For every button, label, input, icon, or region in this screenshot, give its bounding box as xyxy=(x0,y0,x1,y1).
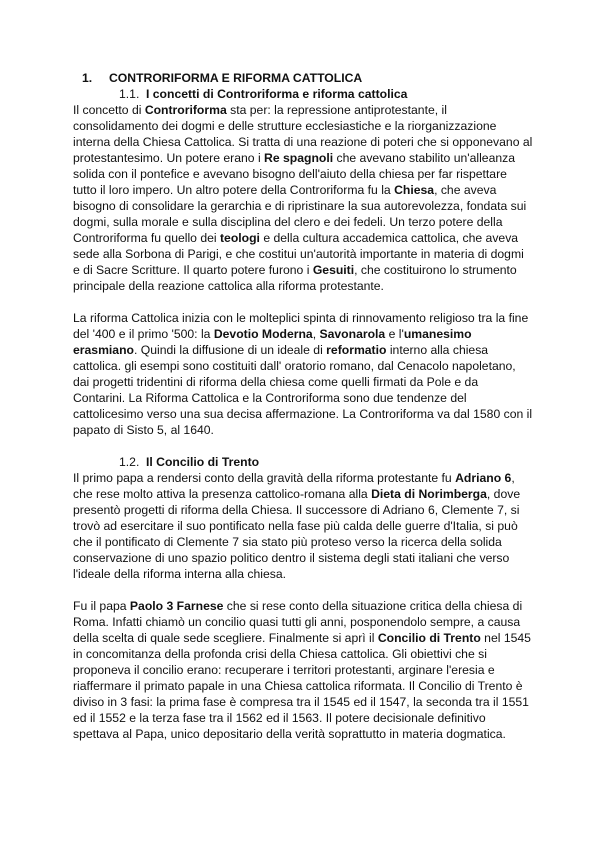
text-run: , dove presentò progetti di riforma della Chiesa. Il successore di Adriano 6, Clemente 7, si trovò ad esercitare il suo pontificato nella fase più calda delle guerre d'Italia, si può che il pontificato di Clemente 7 sia stato più proteso verso la ricerca della solida conservazione di uno spazio politico dentro il sistema degli stati italiani che verso l'ideale della riforma interna alla chiesa. xyxy=(73,487,521,581)
subsection-number: 1.2. xyxy=(119,455,140,469)
bold-term: Devotio Moderna xyxy=(213,327,313,341)
paragraph-adriano xyxy=(73,470,533,582)
bold-term: Controriforma xyxy=(144,103,227,117)
bold-term: teologi xyxy=(220,231,260,245)
bold-term: Re spagnoli xyxy=(264,151,334,165)
bold-term: Savonarola xyxy=(319,327,386,341)
text-run: e l' xyxy=(385,327,404,341)
subsection-title: I concetti di Controriforma e riforma cattolica xyxy=(146,87,408,101)
subsection-number: 1.1. xyxy=(119,87,140,101)
paragraph-riforma-cattolica xyxy=(73,310,533,438)
text-run: Il concetto di xyxy=(73,103,145,117)
bold-term: reformatio xyxy=(326,343,387,357)
paragraph-controriforma xyxy=(73,102,533,294)
bold-term: umanesimo erasmiano xyxy=(73,327,472,357)
text-run: che avevano stabilito un'alleanza solida con il pontefice e avevano bisogno dell'aiuto della chiesa per far rispettare tutto il loro impero. Un altro potere della Controriforma fu la xyxy=(73,151,516,197)
text-run: interno alla chiesa cattolica. gli esempi sono costituiti dall' oratorio romano, dal Cenacolo napoletano, dai progetti tridentini di riforma della chiesa come quelli firmati da Pole e da Contarini. La Riforma Cattolica e la Controriforma sono due tendenze del cattolicesimo verso una sua decisa affermazione. La Controriforma va dal 1580 con il papato di Sisto 5, al 1640. xyxy=(73,343,533,437)
text-run: Fu il papa xyxy=(73,599,130,613)
bold-term: Chiesa xyxy=(394,183,435,197)
section-number: 1. xyxy=(82,71,93,85)
text-run: , che aveva bisogno di consolidare la gerarchia e di ripristinare la sua autorevolezza, fondata sui dogmi, sulla morale e sulla disciplina del clero e dei fedeli. Un terzo potere della Controriforma fu quello dei xyxy=(73,183,527,245)
text-run: nel 1545 in concomitanza della profonda crisi della Chiesa cattolica. Gli obiettivi che si proponeva il concilio erano: recuperare i territori protestanti, arginare l'eresia e riaffermare il primato papale in una Chiesa cattolica riformata. Il Concilio di Trento è diviso in 3 fasi: la prima fase è compresa tra il 1545 ed il 1547, la seconda tra il 1551 ed il 1552 e la terza fase tra il 1562 ed il 1563. Il potere decisionale definitivo spettava al Papa, unico depositario della verità soprattutto in materia dogmatica. xyxy=(73,631,531,741)
bold-term: Gesuiti xyxy=(312,263,355,277)
subsection-heading xyxy=(119,86,533,102)
section-heading xyxy=(82,70,533,86)
bold-term: Paolo 3 Farnese xyxy=(129,599,224,613)
paragraph-paolo-3 xyxy=(73,598,533,742)
subsection-heading xyxy=(119,454,533,470)
text-run: sta per: la repressione antiprotestante, il consolidamento dei dogmi e delle strutture ecclesiastiche e la riorganizzazione interna della Chiesa Cattolica. Si tratta di una reazione di poteri che si opponevano al protestantesimo. Un potere erano i xyxy=(73,103,533,165)
text-run: , che rese molto attiva la presenza cattolico-romana alla xyxy=(73,471,515,501)
text-run: , che costituirono lo strumento principale della reazione cattolica alla riforma protestante. xyxy=(73,263,517,293)
text-run: . Quindi la diffusione di un ideale di xyxy=(133,343,327,357)
text-run: Il primo papa a rendersi conto della gravità della riforma protestante fu xyxy=(73,471,456,485)
bold-term: Concilio di Trento xyxy=(377,631,481,645)
document-page xyxy=(73,70,533,742)
bold-term: Adriano 6 xyxy=(455,471,512,485)
text-run: e della cultura accademica cattolica, che aveva sede alla Sorbona di Parigi, e che costitui un'autorità importante in materia di dogmi e di Sacre Scritture. Il quarto potere furono i xyxy=(73,231,524,277)
bold-term: Dieta di Norimberga xyxy=(371,487,487,501)
section-title: CONTRORIFORMA E RIFORMA CATTOLICA xyxy=(109,71,363,85)
subsection-title: Il Concilio di Trento xyxy=(146,455,260,469)
text-run: , xyxy=(312,327,320,341)
text-run: che si rese conto della situazione critica della chiesa di Roma. Infatti chiamò un concilio quasi tutti gli anni, posponendolo sempre, a causa della scelta di quale sede scegliere. Finalmente si aprì il xyxy=(73,599,523,645)
text-run: La riforma Cattolica inizia con le molteplici spinta di rinnovamento religioso tra la fine del '400 e il primo '500: la xyxy=(73,311,529,341)
